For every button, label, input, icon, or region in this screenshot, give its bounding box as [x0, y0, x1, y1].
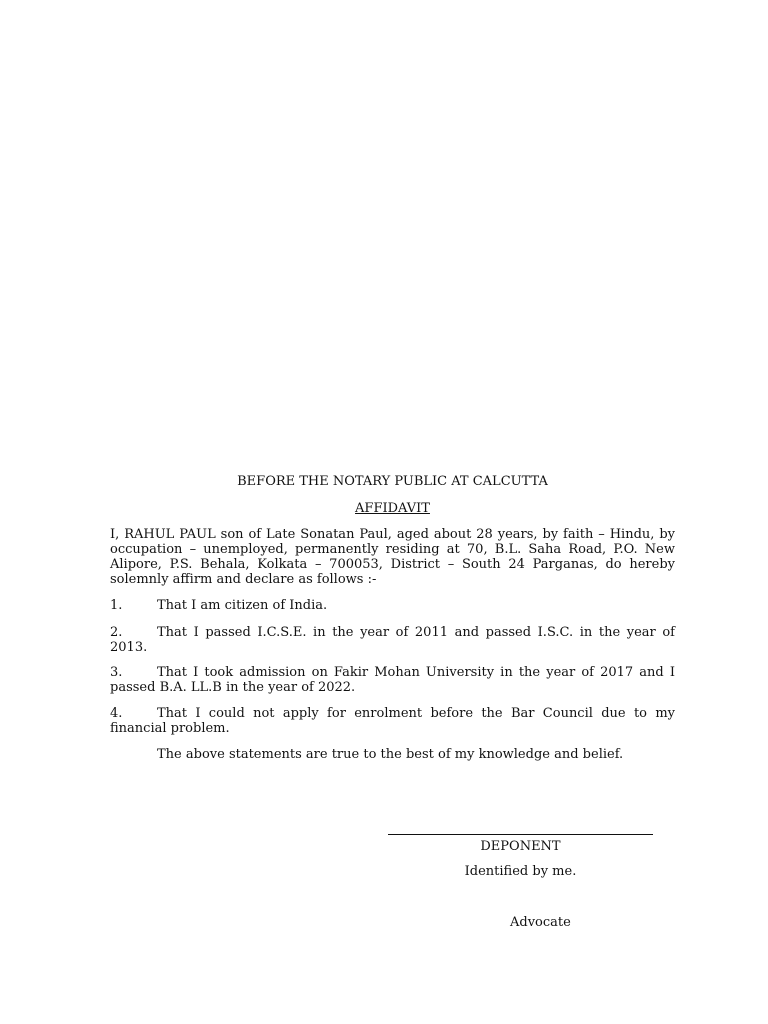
item-number: 2. [110, 625, 123, 640]
item-text: That I took admission on Fakir Mohan University in the year of 2017 and I passed B.A. LL.B in the year of 2022. [110, 665, 675, 695]
list-item [110, 598, 675, 613]
deponent-label: DEPONENT [480, 839, 561, 854]
item-text: That I passed I.C.S.E. in the year of 2011 and passed I.S.C. in the year of 2013. [110, 625, 675, 655]
document-title: AFFIDAVIT [355, 501, 430, 516]
advocate-label: Advocate [510, 915, 571, 930]
list-item [110, 625, 675, 655]
identified-by-text: Identified by me. [464, 864, 577, 879]
closing-statement: The above statements are true to the best of my knowledge and belief. [157, 747, 624, 762]
signature-line [388, 834, 653, 835]
item-number: 3. [110, 665, 123, 680]
item-text: That I am citizen of India. [157, 598, 328, 613]
document-heading: BEFORE THE NOTARY PUBLIC AT CALCUTTA [237, 474, 548, 489]
item-number: 1. [110, 598, 123, 613]
item-number: 4. [110, 706, 123, 721]
intro-paragraph: I, RAHUL PAUL son of Late Sonatan Paul, aged about 28 years, by faith – Hindu, by occupation – unemployed, permanently residing at 70, B.L. Saha Road, P.O. New Alipore, P.S. Behala, Kolkata – 700053, District – South 24 Parganas, do hereby solemnly affirm and declare as follows :- [110, 527, 675, 587]
item-text: That I could not apply for enrolment before the Bar Council due to my financial problem. [110, 706, 675, 736]
list-item [110, 706, 675, 736]
list-item [110, 665, 675, 695]
